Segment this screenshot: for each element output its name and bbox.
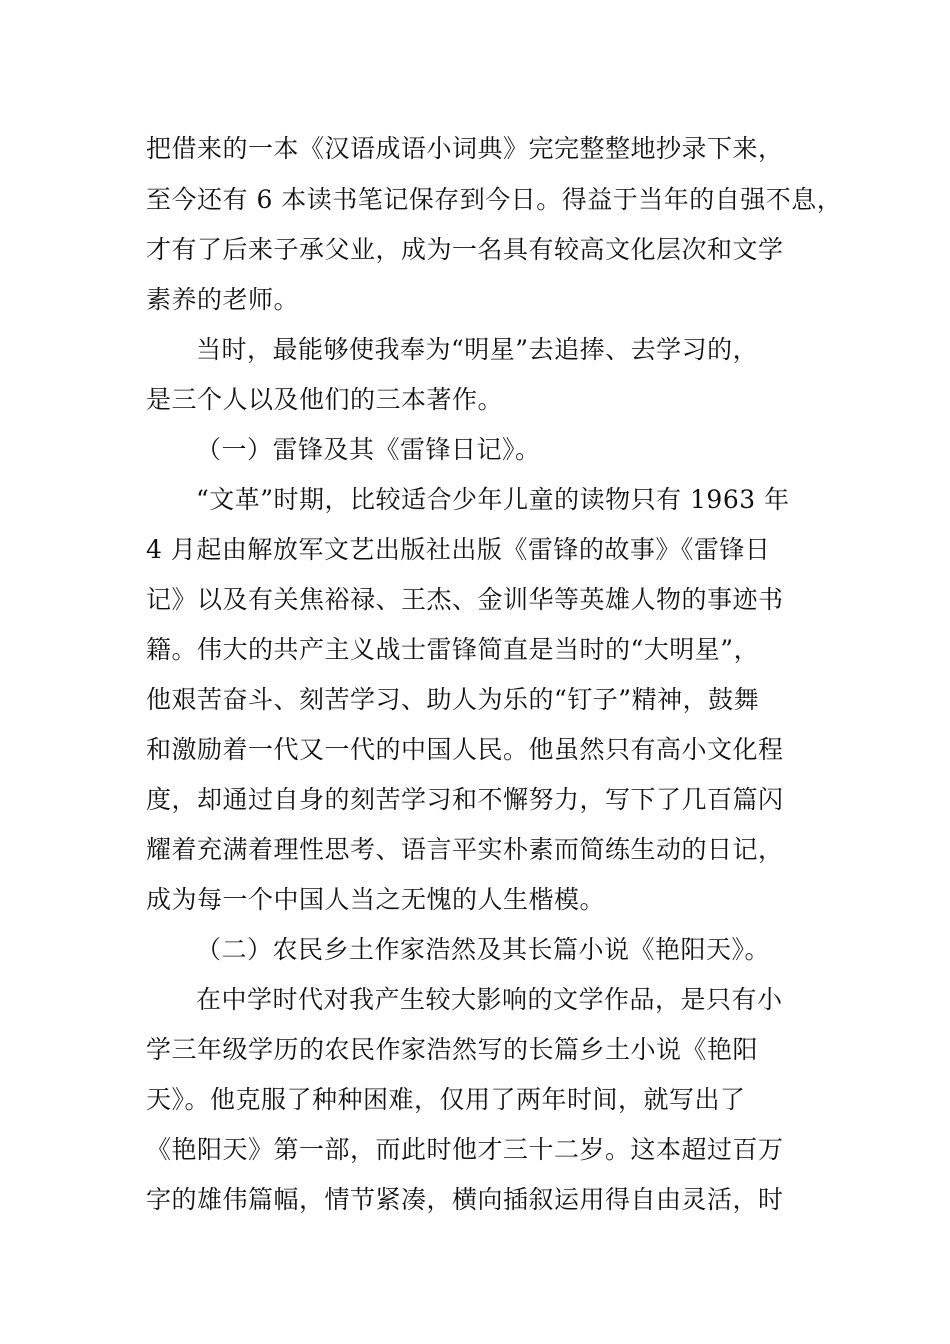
text-line: 成为每一个中国人当之无愧的人生楷模。 [146, 885, 606, 914]
text-line: 字的雄伟篇幅，情节紧凑，横向插叙运用得自由灵活，时 [146, 1185, 784, 1214]
text-line: 是三个人以及他们的三本著作。 [146, 385, 504, 414]
text-line: 学三年级学历的农民作家浩然写的长篇乡土小说《艳阳 [146, 1035, 759, 1064]
text-line: 天》。他克服了种种困难，仅用了两年时间，就写出了 [146, 1085, 746, 1114]
text-line: 记》以及有关焦裕禄、王杰、金训华等英雄人物的事迹书 [146, 585, 784, 614]
text-line: 素养的老师。 [146, 285, 300, 314]
paragraph-first-line: “文革”时期，比较适合少年儿童的读物只有 1963 年 [196, 485, 790, 514]
text-line: 把借来的一本《汉语成语小词典》完完整整地抄录下来， [146, 134, 784, 163]
paragraph-first-line: 当时，最能够使我奉为“明星”去追捧、去学习的， [196, 335, 759, 364]
text-line: 籍。伟大的共产主义战士雷锋简直是当时的“大明星”， [146, 635, 760, 664]
text-line: 《艳阳天》第一部，而此时他才三十二岁。这本超过百万 [146, 1135, 784, 1164]
text-line: 他艰苦奋斗、刻苦学习、助人为乐的“钉子”精神，鼓舞 [146, 685, 760, 714]
text-line: 至今还有 6 本读书笔记保存到今日。得益于当年的自强不息， [146, 185, 843, 214]
text-line: 才有了后来子承父业，成为一名具有较高文化层次和文学 [146, 235, 784, 264]
paragraph-first-line: 在中学时代对我产生较大影响的文学作品，是只有小 [196, 985, 783, 1014]
text-line: 耀着充满着理性思考、语言平实朴素而简练生动的日记， [146, 835, 784, 864]
text-line: 和激励着一代又一代的中国人民。他虽然只有高小文化程 [146, 735, 784, 764]
section-heading: （一）雷锋及其《雷锋日记》。 [196, 435, 541, 464]
text-line: 度，却通过自身的刻苦学习和不懈努力，写下了几百篇闪 [146, 785, 784, 814]
section-heading: （二）农民乡土作家浩然及其长篇小说《艳阳天》。 [196, 935, 771, 964]
text-line: 4 月起由解放军文艺出版社出版《雷锋的故事》《雷锋日 [146, 535, 771, 564]
